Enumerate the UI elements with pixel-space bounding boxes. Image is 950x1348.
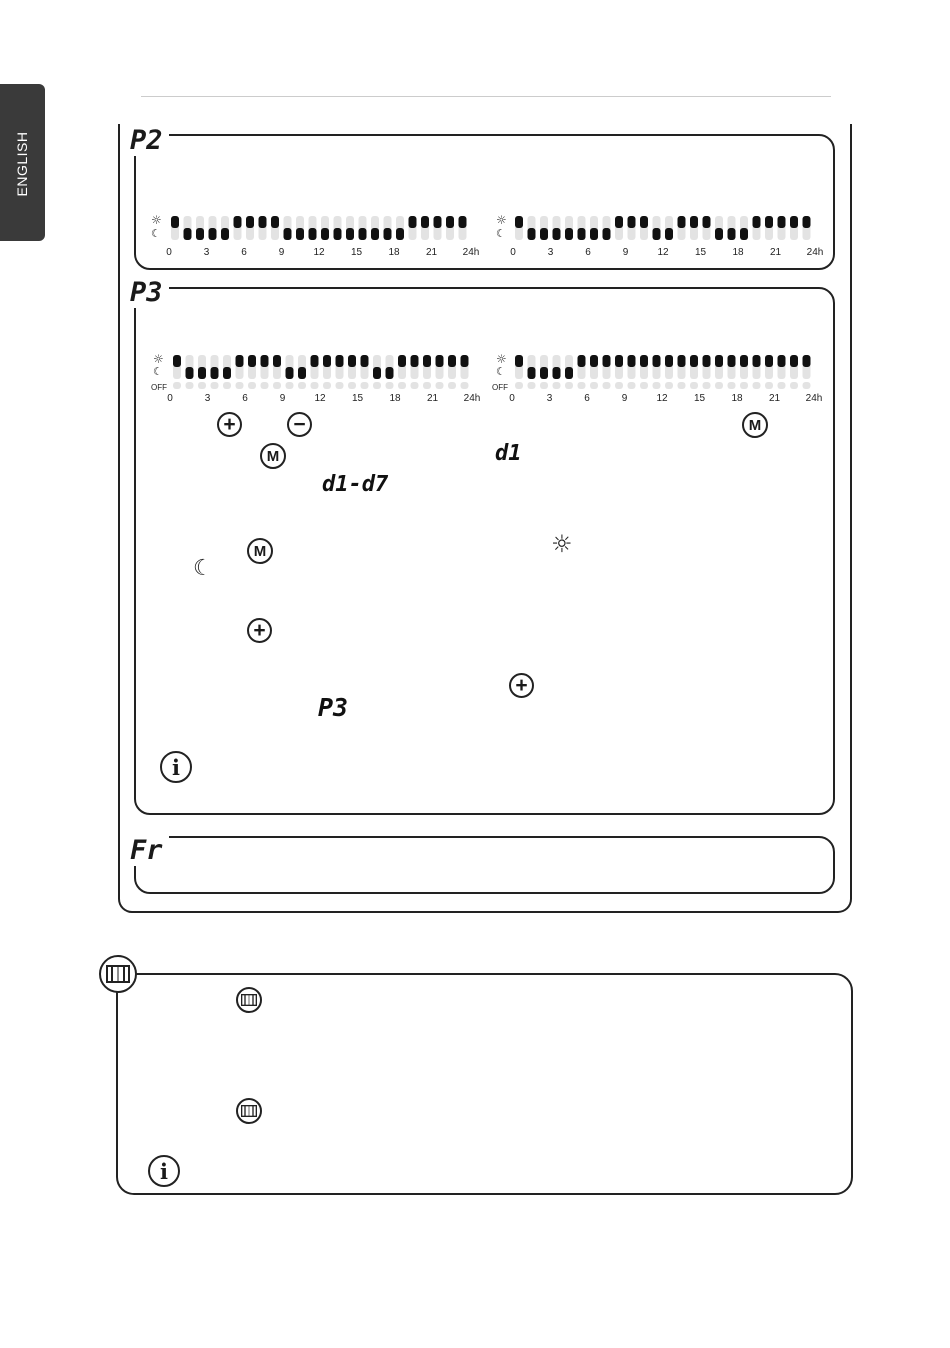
axis-tick-label: 12 — [657, 247, 669, 258]
comfort-bar — [740, 355, 748, 367]
window-icon — [236, 987, 262, 1013]
window-detection-panel — [116, 973, 853, 1195]
axis-tick-label: 21 — [768, 393, 781, 404]
economy-bar — [298, 367, 306, 379]
economy-bar — [359, 228, 367, 240]
off-label: OFF — [492, 383, 508, 392]
off-slot — [461, 382, 469, 389]
economy-bar — [590, 228, 598, 240]
off-slot — [436, 382, 444, 389]
comfort-bar — [459, 216, 467, 228]
off-label: OFF — [151, 383, 167, 392]
comfort-bar — [423, 355, 431, 367]
off-slot — [211, 382, 219, 389]
economy-bar — [334, 228, 342, 240]
top-divider — [141, 96, 831, 97]
axis-tick-label: 24h — [806, 247, 824, 258]
economy-bar — [211, 367, 219, 379]
off-slot — [628, 382, 636, 389]
comfort-bar — [578, 355, 586, 367]
comfort-bar — [790, 355, 798, 367]
comfort-bar — [448, 355, 456, 367]
economy-bar — [553, 228, 561, 240]
axis-tick-label: 6 — [584, 393, 590, 404]
axis-tick-label: 0 — [167, 393, 173, 404]
off-slot — [223, 382, 231, 389]
axis-tick-label: 9 — [278, 247, 285, 258]
sun-icon: ☼ — [496, 352, 507, 366]
axis-tick-label: 6 — [242, 393, 248, 404]
off-slot — [703, 382, 711, 389]
panel-fr — [134, 836, 835, 894]
comfort-bar — [640, 216, 648, 228]
comfort-bar — [590, 355, 598, 367]
comfort-bar — [628, 355, 636, 367]
off-slot — [803, 382, 811, 389]
economy-bar — [296, 228, 304, 240]
off-slot — [273, 382, 281, 389]
program-label-p2: P2 — [128, 126, 169, 156]
axis-tick-label: 9 — [621, 393, 628, 404]
off-slot — [653, 382, 661, 389]
axis-tick-label: 24h — [805, 393, 823, 404]
economy-bar — [553, 367, 561, 379]
moon-icon: ☾ — [496, 227, 506, 240]
comfort-bar — [273, 355, 281, 367]
comfort-bar — [434, 216, 442, 228]
comfort-bar — [361, 355, 369, 367]
comfort-bar — [753, 355, 761, 367]
comfort-bar — [628, 216, 636, 228]
comfort-bar — [421, 216, 429, 228]
info-icon: i — [148, 1155, 180, 1187]
axis-tick-label: 3 — [203, 247, 210, 258]
economy-bar — [740, 228, 748, 240]
off-slot — [173, 382, 181, 389]
comfort-bar — [171, 216, 179, 228]
off-slot — [765, 382, 773, 389]
axis-tick-label: 12 — [313, 247, 325, 258]
off-slot — [386, 382, 394, 389]
off-slot — [323, 382, 331, 389]
off-slot — [740, 382, 748, 389]
comfort-bar — [248, 355, 256, 367]
axis-tick-label: 21 — [425, 247, 438, 258]
plus-button-icon: + — [247, 618, 272, 643]
axis-tick-label: 3 — [547, 247, 554, 258]
sun-icon: ☼ — [151, 213, 162, 227]
comfort-bar — [765, 216, 773, 228]
economy-bar — [396, 228, 404, 240]
economy-bar — [728, 228, 736, 240]
off-slot — [728, 382, 736, 389]
plus-button-icon: + — [509, 673, 534, 698]
comfort-bar — [778, 216, 786, 228]
comfort-bar — [703, 216, 711, 228]
comfort-bar — [690, 216, 698, 228]
info-icon: i — [160, 751, 192, 783]
comfort-bar — [803, 216, 811, 228]
comfort-bar — [665, 355, 673, 367]
axis-tick-label: 24h — [462, 247, 480, 258]
comfort-bar — [728, 355, 736, 367]
comfort-bar — [715, 355, 723, 367]
comfort-bar — [515, 355, 523, 367]
window-icon — [236, 1098, 262, 1124]
economy-bar — [540, 228, 548, 240]
axis-tick-label: 9 — [622, 247, 629, 258]
off-slot — [540, 382, 548, 389]
moon-icon: ☾ — [153, 365, 163, 378]
sun-icon: ☼ — [496, 213, 507, 227]
comfort-bar — [323, 355, 331, 367]
axis-tick-label: 12 — [314, 393, 326, 404]
comfort-bar — [765, 355, 773, 367]
off-slot — [515, 382, 523, 389]
economy-bar — [386, 367, 394, 379]
comfort-bar — [261, 355, 269, 367]
comfort-bar — [234, 216, 242, 228]
off-slot — [348, 382, 356, 389]
economy-bar — [384, 228, 392, 240]
comfort-bar — [409, 216, 417, 228]
comfort-bar — [173, 355, 181, 367]
axis-tick-label: 0 — [510, 247, 516, 258]
off-slot — [423, 382, 431, 389]
off-slot — [286, 382, 294, 389]
economy-bar — [565, 228, 573, 240]
comfort-bar — [615, 216, 623, 228]
moon-icon: ☾ — [151, 227, 161, 240]
economy-bar — [209, 228, 217, 240]
off-slot — [236, 382, 244, 389]
economy-bar — [196, 228, 204, 240]
economy-bar — [715, 228, 723, 240]
economy-bar — [321, 228, 329, 240]
schedule-chart-p2-right — [514, 214, 834, 256]
off-slot — [186, 382, 194, 389]
moon-icon: ☾ — [496, 365, 506, 378]
comfort-bar — [678, 216, 686, 228]
off-slot — [528, 382, 536, 389]
language-tab-label: ENGLISH — [14, 131, 30, 197]
economy-bar — [578, 228, 586, 240]
window-icon — [99, 955, 137, 993]
axis-tick-label: 15 — [351, 393, 364, 404]
economy-bar — [528, 367, 536, 379]
axis-tick-label: 6 — [241, 247, 247, 258]
axis-tick-label: 12 — [656, 393, 668, 404]
off-slot — [753, 382, 761, 389]
economy-bar — [653, 228, 661, 240]
sun-icon: ☼ — [153, 352, 164, 366]
off-slot — [398, 382, 406, 389]
comfort-bar — [311, 355, 319, 367]
comfort-bar — [398, 355, 406, 367]
program-code-p3: P3 — [318, 693, 349, 722]
axis-tick-label: 15 — [350, 247, 363, 258]
axis-tick-label: 0 — [166, 247, 172, 258]
comfort-bar — [259, 216, 267, 228]
off-slot — [361, 382, 369, 389]
economy-bar — [603, 228, 611, 240]
schedule-svg — [170, 214, 490, 256]
comfort-bar — [803, 355, 811, 367]
off-slot — [778, 382, 786, 389]
comfort-bar — [778, 355, 786, 367]
day-range-code: d1-d7 — [322, 472, 389, 497]
comfort-bar — [271, 216, 279, 228]
off-slot — [248, 382, 256, 389]
off-slot — [311, 382, 319, 389]
off-slot — [448, 382, 456, 389]
schedule-chart-p3-left — [172, 353, 492, 395]
comfort-bar — [336, 355, 344, 367]
comfort-bar — [446, 216, 454, 228]
axis-tick-label: 24h — [463, 393, 481, 404]
economy-bar — [528, 228, 536, 240]
economy-bar — [186, 367, 194, 379]
off-slot — [298, 382, 306, 389]
axis-tick-label: 18 — [731, 393, 743, 404]
economy-bar — [198, 367, 206, 379]
off-slot — [790, 382, 798, 389]
mode-button-icon: M — [260, 443, 286, 469]
economy-bar — [223, 367, 231, 379]
off-slot — [553, 382, 561, 389]
economy-bar — [565, 367, 573, 379]
off-slot — [565, 382, 573, 389]
comfort-bar — [690, 355, 698, 367]
schedule-chart-p2-left — [170, 214, 490, 256]
schedule-svg — [172, 353, 492, 395]
off-slot — [336, 382, 344, 389]
minus-button-icon: − — [287, 412, 312, 437]
off-slot — [715, 382, 723, 389]
comfort-bar — [236, 355, 244, 367]
axis-tick-label: 15 — [694, 247, 707, 258]
comfort-bar — [653, 355, 661, 367]
economy-bar — [373, 367, 381, 379]
off-slot — [615, 382, 623, 389]
off-slot — [411, 382, 419, 389]
off-slot — [603, 382, 611, 389]
axis-tick-label: 15 — [693, 393, 706, 404]
off-slot — [590, 382, 598, 389]
axis-tick-label: 0 — [509, 393, 515, 404]
off-slot — [665, 382, 673, 389]
day-code-d1: d1 — [495, 441, 522, 466]
comfort-bar — [703, 355, 711, 367]
program-label-p3: P3 — [128, 278, 169, 308]
axis-tick-label: 3 — [204, 393, 211, 404]
comfort-bar — [348, 355, 356, 367]
moon-icon: ☾ — [193, 556, 213, 581]
off-slot — [678, 382, 686, 389]
axis-tick-label: 18 — [732, 247, 744, 258]
economy-bar — [221, 228, 229, 240]
economy-bar — [540, 367, 548, 379]
axis-tick-label: 21 — [426, 393, 439, 404]
comfort-bar — [615, 355, 623, 367]
off-slot — [640, 382, 648, 389]
economy-bar — [309, 228, 317, 240]
mode-button-icon: M — [247, 538, 273, 564]
axis-tick-label: 3 — [546, 393, 553, 404]
schedule-chart-p3-right — [514, 353, 834, 395]
program-label-fr: Fr — [128, 836, 169, 866]
off-slot — [578, 382, 586, 389]
comfort-bar — [603, 355, 611, 367]
axis-tick-label: 6 — [585, 247, 591, 258]
mode-button-icon: M — [742, 412, 768, 438]
comfort-bar — [461, 355, 469, 367]
sun-icon: ☼ — [551, 530, 573, 558]
off-slot — [690, 382, 698, 389]
economy-bar — [284, 228, 292, 240]
plus-button-icon: + — [217, 412, 242, 437]
economy-bar — [184, 228, 192, 240]
axis-tick-label: 18 — [388, 247, 400, 258]
schedule-svg — [514, 353, 834, 395]
comfort-bar — [411, 355, 419, 367]
comfort-bar — [678, 355, 686, 367]
comfort-bar — [515, 216, 523, 228]
off-slot — [198, 382, 206, 389]
off-slot — [373, 382, 381, 389]
axis-tick-label: 18 — [389, 393, 401, 404]
economy-bar — [371, 228, 379, 240]
comfort-bar — [640, 355, 648, 367]
comfort-bar — [753, 216, 761, 228]
economy-bar — [346, 228, 354, 240]
economy-bar — [665, 228, 673, 240]
economy-bar — [286, 367, 294, 379]
comfort-bar — [436, 355, 444, 367]
language-tab — [0, 84, 45, 241]
comfort-bar — [246, 216, 254, 228]
off-slot — [261, 382, 269, 389]
comfort-bar — [790, 216, 798, 228]
axis-tick-label: 21 — [769, 247, 782, 258]
axis-tick-label: 9 — [279, 393, 286, 404]
schedule-svg — [514, 214, 834, 256]
